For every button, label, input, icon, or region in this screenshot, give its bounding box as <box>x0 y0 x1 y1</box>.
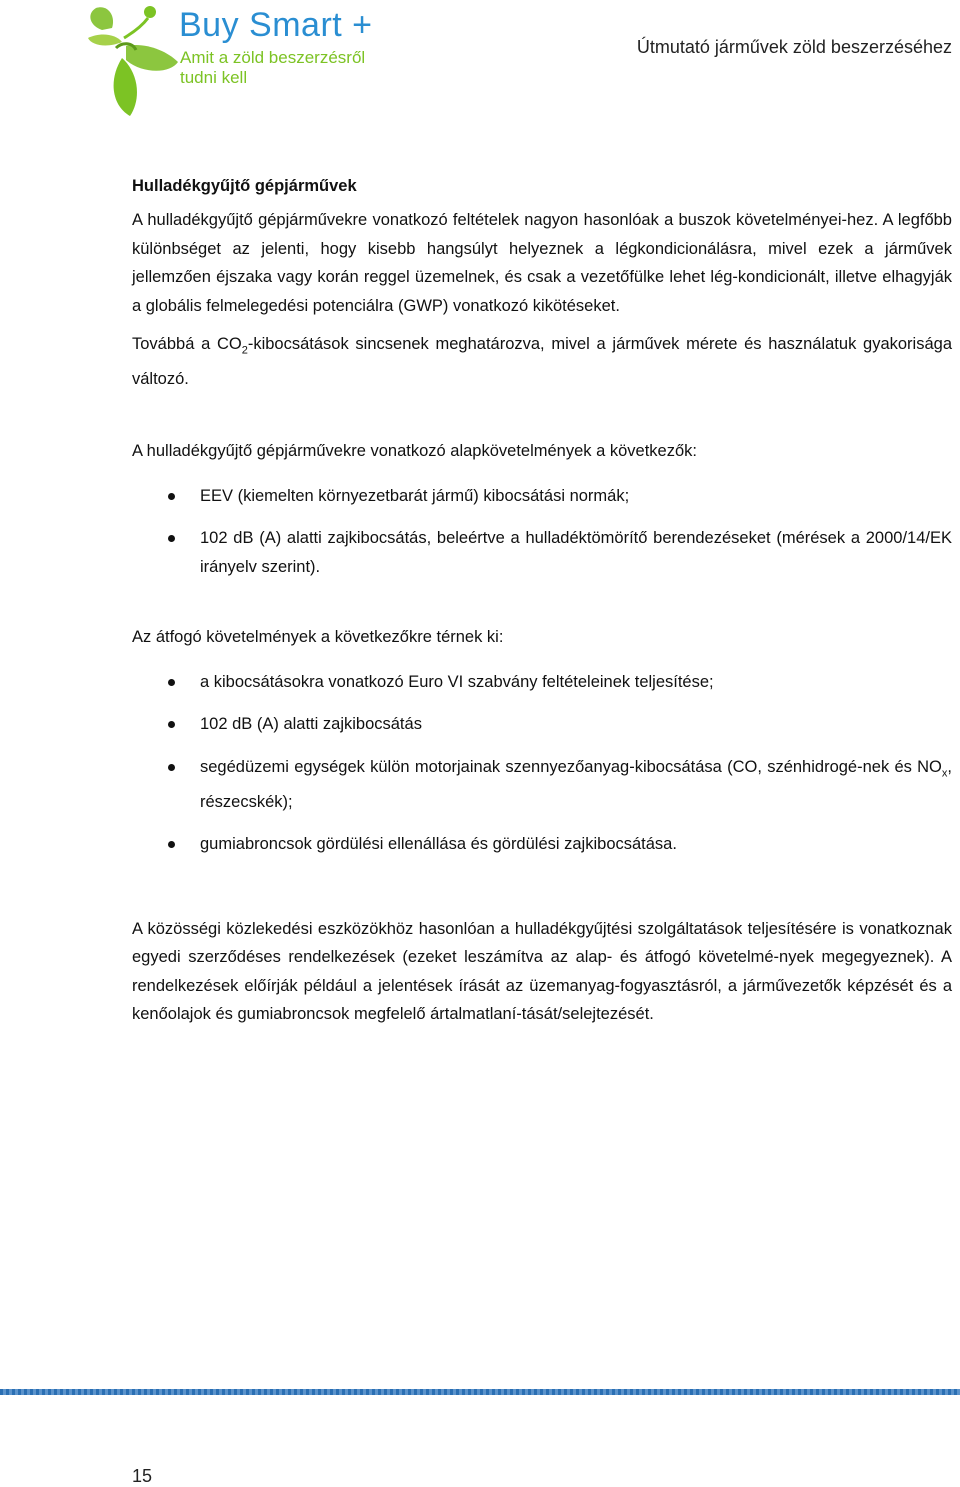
running-title: Útmutató járművek zöld beszerzéséhez <box>636 37 952 57</box>
list-item: 102 dB (A) alatti zajkibocsátás <box>132 710 952 739</box>
co2-subscript: 2 <box>241 344 248 357</box>
co2-text-pre: Továbbá a CO <box>132 335 242 353</box>
page-body <box>132 172 952 1029</box>
basic-requirements-list <box>132 482 952 582</box>
section-heading: Hulladékgyűjtő gépjárművek <box>132 177 357 195</box>
list-item: gumiabroncsok gördülési ellenállása és gördülési zajkibocsátása. <box>132 830 952 859</box>
overall-requirements-intro: Az átfogó követelmények a következőkre térnek ki: <box>132 628 504 647</box>
page-header <box>0 0 960 130</box>
nox-subscript: x <box>941 767 948 780</box>
nox-text-post: , részecskék); <box>200 757 952 811</box>
nox-text-pre: segédüzemi egységek külön motorjainak szennyezőanyag-kibocsátása (CO, szénhidrogé-nek és NO <box>200 757 942 776</box>
list-item: 102 dB (A) alatti zajkibocsátás, beleértve a hulladéktömörítő berendezéseket (mérések a 2000/14/EK irányelv szerint). <box>132 524 952 581</box>
page-number: 15 <box>132 1466 153 1486</box>
brand-subtitle-line2: tudni kell <box>180 68 248 87</box>
list-item: EEV (kiemelten környezetbarát jármű) kibocsátási normák; <box>132 482 952 511</box>
list-item: a kibocsátásokra vonatkozó Euro VI szabvány feltételeinek teljesítése; <box>132 668 952 697</box>
brand-subtitle <box>180 48 365 88</box>
co2-text-post: -kibocsátások sincsenek meghatározva, mivel a járművek mérete és használatuk gyakorisága változó. <box>132 335 952 388</box>
paragraph-intro: A hulladékgyűjtő gépjárművekre vonatkozó feltételek nagyon hasonlóak a buszok követelményei-hez. A legfőbb különbséget az jelenti, hogy kisebb hangsúlyt helyeznek a légkondicionálásra, mivel ezek a járművek jellemzően éjszaka vagy korán reggel üzemelnek, és csak a vezetőfülke lehet lég-kondicionált, illetve elhagyják a globális felmelegedési potenciálra (GWP) vonatkozó kikötéseket. <box>132 211 952 315</box>
leaf-logo-icon <box>82 2 182 120</box>
list-item <box>132 753 952 816</box>
brand-title: Buy Smart + <box>179 6 373 44</box>
paragraph-contract-provisions: A közösségi közlekedési eszközökhöz hasonlóan a hulladékgyűjtési szolgáltatások teljesítésére is vonatkoznak egyedi szerződéses rendelkezések (ezeket leszámítva az alap- és átfogó követelmé-nyek megegyeznek). A rendelkezések előírják például a jelentések írását az üzemanyag-fogyasztásról, a járművezetők képzését és a kenőolajok és gumiabroncsok megfelelő ártalmatlaní-tását/selejtezését. <box>132 919 952 1024</box>
basic-requirements-intro: A hulladékgyűjtő gépjárművekre vonatkozó alapkövetelmények a következők: <box>132 442 697 461</box>
paragraph-co2 <box>132 330 952 393</box>
overall-requirements-list <box>132 668 952 859</box>
buy-smart-logo <box>82 2 462 120</box>
footer-rule <box>0 1389 960 1395</box>
brand-subtitle-line1: Amit a zöld beszerzésről <box>180 48 366 67</box>
